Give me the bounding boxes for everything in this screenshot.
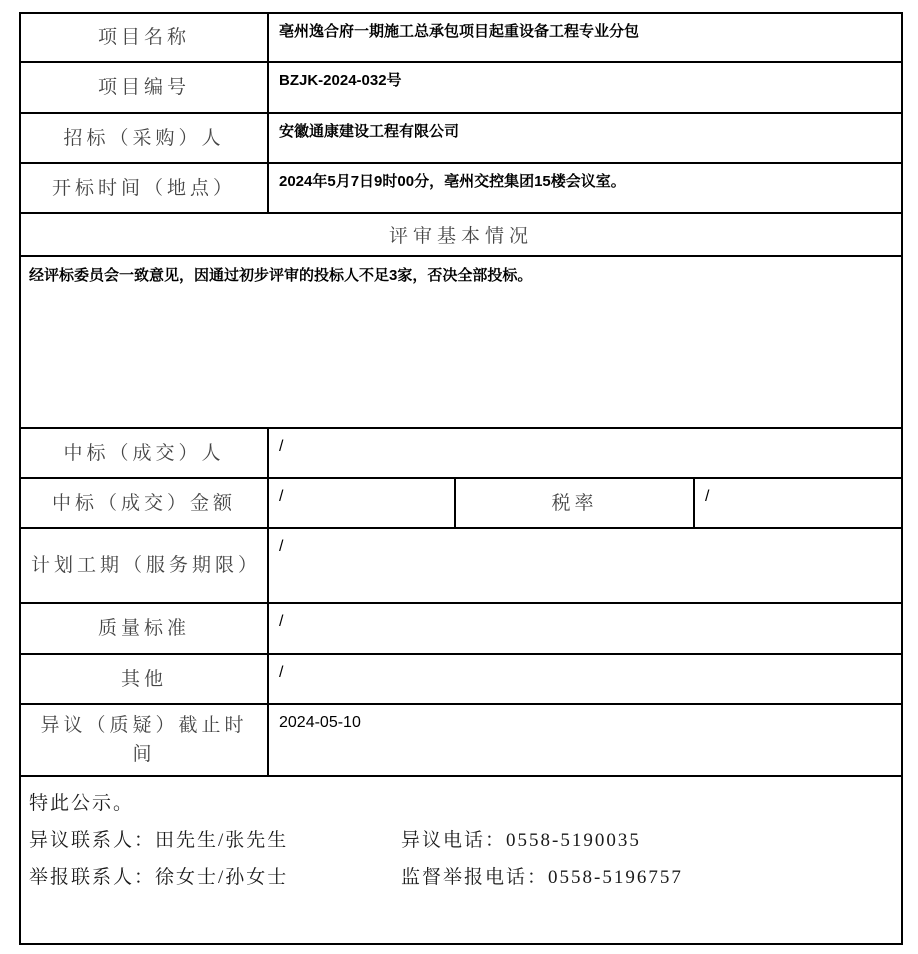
row-winner <box>20 428 902 478</box>
footer-objection-line <box>29 822 891 859</box>
row-quality <box>20 603 902 654</box>
project-number-value: BZJK-2024-032号 <box>268 62 902 113</box>
quality-value: / <box>268 603 902 654</box>
row-bid-opening <box>20 163 902 213</box>
amount-value: / <box>268 478 455 528</box>
winner-label: 中标（成交）人 <box>20 428 268 478</box>
row-duration <box>20 528 902 603</box>
review-result-text: 经评标委员会一致意见，因通过初步评审的投标人不足3家，否决全部投标。 <box>20 256 902 428</box>
review-section-title: 评审基本情况 <box>20 213 902 256</box>
row-project-name <box>20 13 902 62</box>
project-name-label: 项目名称 <box>20 13 268 62</box>
row-review-header <box>20 213 902 256</box>
tax-rate-value: / <box>694 478 902 528</box>
objection-deadline-label: 异议（质疑）截止时间 <box>20 704 268 776</box>
tenderee-value: 安徽通康建设工程有限公司 <box>268 113 902 163</box>
project-number-label: 项目编号 <box>20 62 268 113</box>
row-project-number <box>20 62 902 113</box>
bid-result-table <box>19 12 903 945</box>
row-footer <box>20 776 902 944</box>
footer-notice-block <box>20 776 902 944</box>
winner-value: / <box>268 428 902 478</box>
objection-phone-text: 异议电话：0558-5190035 <box>401 830 641 851</box>
row-other <box>20 654 902 704</box>
objection-deadline-value: 2024-05-10 <box>268 704 902 776</box>
row-review-content <box>20 256 902 428</box>
row-amount-tax <box>20 478 902 528</box>
bid-opening-value: 2024年5月7日9时00分，亳州交控集团15楼会议室。 <box>268 163 902 213</box>
bid-opening-label: 开标时间（地点） <box>20 163 268 213</box>
tax-rate-label: 税率 <box>455 478 694 528</box>
report-contact-text: 举报联系人：徐女士/孙女士 <box>29 867 289 888</box>
objection-contact-text: 异议联系人：田先生/张先生 <box>29 830 289 851</box>
project-name-value: 亳州逸合府一期施工总承包项目起重设备工程专业分包 <box>268 13 902 62</box>
row-tenderee <box>20 113 902 163</box>
quality-label: 质量标准 <box>20 603 268 654</box>
report-phone-text: 监督举报电话：0558-5196757 <box>401 867 683 888</box>
footer-notice-line <box>29 785 891 822</box>
tenderee-label: 招标（采购）人 <box>20 113 268 163</box>
amount-label: 中标（成交）金额 <box>20 478 268 528</box>
other-label: 其他 <box>20 654 268 704</box>
duration-value: / <box>268 528 902 603</box>
other-value: / <box>268 654 902 704</box>
notice-text: 特此公示。 <box>29 793 135 814</box>
duration-label: 计划工期（服务期限） <box>20 528 268 603</box>
row-objection-deadline <box>20 704 902 776</box>
footer-report-line <box>29 859 891 896</box>
